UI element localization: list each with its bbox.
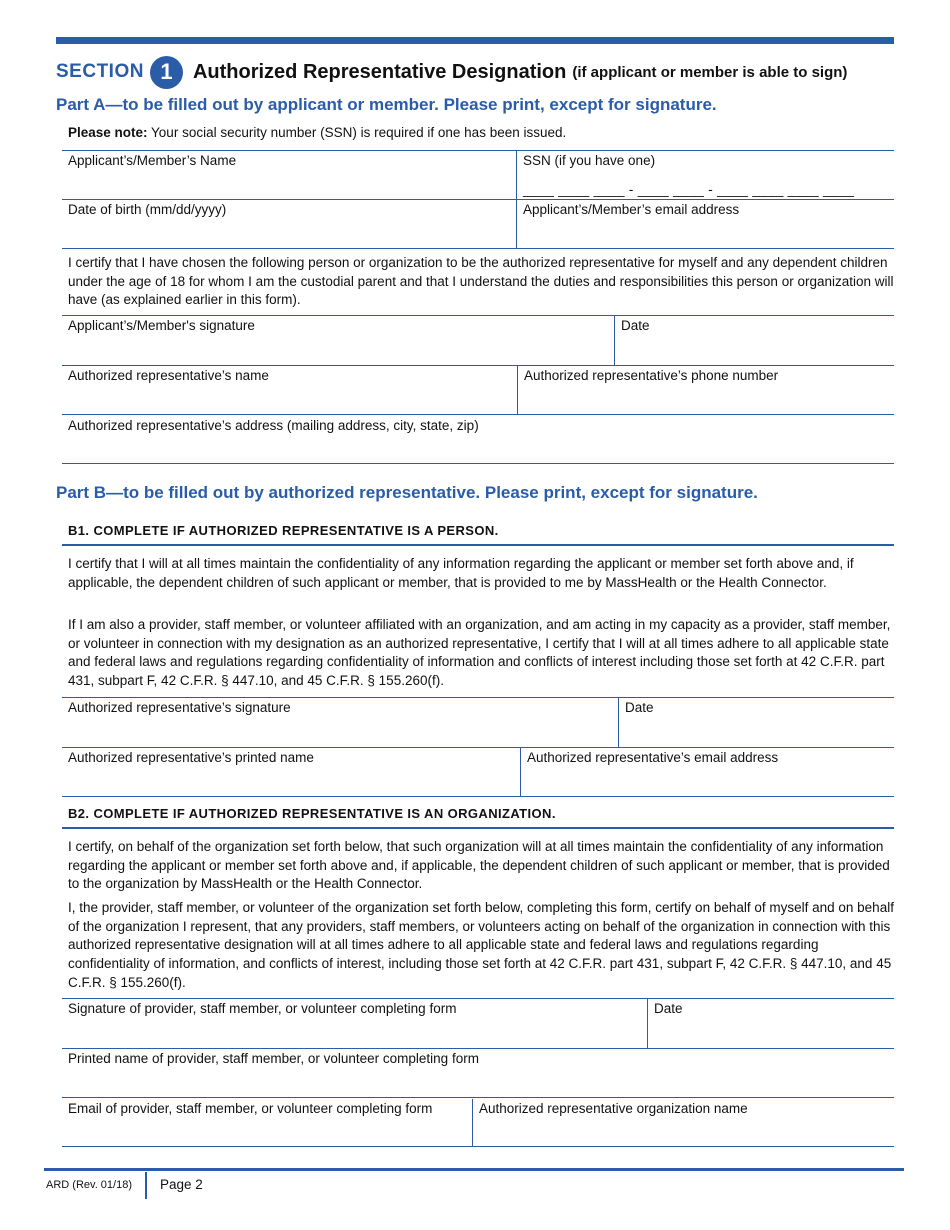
ssn-note [68,125,566,140]
form-row-dob-email [62,200,894,249]
ssn-blanks: ____ ____ ____ - ____ ____ - ____ ____ ____ ____ [523,182,855,197]
b1-heading: B1. COMPLETE IF AUTHORIZED REPRESENTATIVE IS A PERSON. [68,523,499,538]
certify-statement: I certify that I have chosen the following person or organization to be the authorized representative for myself and any dependent children under the age of 18 for whom I am the custodial parent and that I understand the duties and responsibilities this person or organization will have (as explained earlier in this form). [68,255,894,308]
dob-field[interactable] [62,200,516,248]
provider-signature-label: Signature of provider, staff member, or volunteer completing form [68,1001,457,1016]
b2-paragraph-1: I certify, on behalf of the organization set forth below, that such organization will at all times maintain the confidentiality of any information regarding the applicant or member set forth above and, if applicable, the dependent children of such applicant or member, that is provided to the organization by MassHealth or the Health Connector. [68,839,890,892]
provider-signature-field[interactable] [62,999,647,1048]
form-row-b1-signature [62,697,894,748]
part-a-heading: Part A—to be filled out by applicant or member. Please print, except for signature. [56,95,717,114]
rep-printed-name-label: Authorized representative’s printed name [68,750,314,765]
provider-email-label: Email of provider, staff member, or volunteer completing form [68,1101,433,1116]
rep-phone-field[interactable] [517,366,894,414]
provider-date-label: Date [654,1001,683,1016]
footer-revision: ARD (Rev. 01/18) [46,1179,132,1191]
section-label: SECTION [56,61,144,82]
rep-email-label: Authorized representative’s email address [527,750,779,765]
b1-heading-bar [62,520,894,546]
form-row-b1-name-email [62,748,894,797]
form-row-signature [62,315,894,366]
b1-paragraph-2: If I am also a provider, staff member, or volunteer affiliated with an organization, and am acting in my capacity as a provider, staff member, or volunteer in connection with my designation as an authorized representative, I certify that I will at all times adhere to all applicable state and federal laws and regulations regarding confidentiality of information and conflicts of interest including those set forth at 42 C.F.R. part 431, subpart F, 42 C.F.R. § 447.10, and 45 C.F.R. § 155.260(f). [68,617,891,689]
provider-email-field[interactable] [62,1099,472,1146]
provider-printed-name-field[interactable] [62,1049,894,1097]
section-title-note: (if applicant or member is able to sign) [572,63,848,81]
applicant-name-label: Applicant’s/Member’s Name [68,153,237,168]
ssn-note-bold: Please note: [68,125,148,140]
ssn-note-text: Your social security number (SSN) is required if one has been issued. [147,125,567,140]
rep-name-field[interactable] [62,366,517,414]
form-row-rep-name-phone [62,366,894,415]
form-row-b2-signature [62,998,894,1049]
applicant-signature-label: Applicant’s/Member's signature [68,318,255,333]
dob-label: Date of birth (mm/dd/yyyy) [68,202,227,217]
rep-email-field[interactable] [520,748,894,796]
ssn-label: SSN (if you have one) [523,153,656,168]
form-row-b2-email-org [62,1099,894,1147]
applicant-date-field[interactable] [614,316,894,365]
section-title: Authorized Representative Designation [192,60,567,83]
rep-date-label: Date [625,700,654,715]
rep-signature-label: Authorized representative’s signature [68,700,291,715]
rep-name-label: Authorized representative’s name [68,368,269,383]
section-number-badge: 1 [150,56,183,89]
rep-printed-name-field[interactable] [62,748,520,796]
applicant-email-field[interactable] [516,200,894,248]
rep-date-field[interactable] [618,698,894,747]
rep-address-field[interactable] [62,416,894,463]
form-row-rep-address [62,416,894,464]
org-name-field[interactable] [472,1099,894,1146]
footer-page [160,1177,203,1192]
footer-page-label: Page [160,1177,196,1192]
section-header [56,55,894,89]
footer-rule [44,1168,904,1171]
b1-paragraph-1: I certify that I will at all times maintain the confidentiality of any information regarding the applicant or member set forth above and, if applicable, the dependent children of such applicant or member, that is provided to me by MassHealth or the Health Connector. [68,556,854,590]
part-b-heading: Part B—to be filled out by authorized representative. Please print, except for signature. [56,483,758,502]
b2-paragraph-2: I, the provider, staff member, or volunteer of the organization set forth below, completing this form, certify on behalf of myself and on behalf of the organization I represent, that any providers, staff members, or volunteers acting on behalf of the organization in connection with this authorized representative designation will at all times adhere to all applicable state and federal laws and regulations regarding confidentiality of information, and conflicts of interest, including those set forth at 42 C.F.R. part 431, subpart F, 42 C.F.R. § 447.10, and 45 C.F.R. § 155.260(f). [68,900,894,990]
org-name-label: Authorized representative organization name [479,1101,748,1116]
b2-heading: B2. COMPLETE IF AUTHORIZED REPRESENTATIVE IS AN ORGANIZATION. [68,806,556,821]
rep-phone-label: Authorized representative’s phone number [524,368,779,383]
footer-page-number: 2 [195,1177,203,1192]
rep-signature-field[interactable] [62,698,618,747]
form-row-name-ssn [62,150,894,200]
applicant-name-field[interactable] [62,151,516,199]
provider-printed-name-label: Printed name of provider, staff member, or volunteer completing form [68,1051,479,1066]
b2-heading-bar [62,803,894,829]
ssn-field[interactable] [516,151,894,199]
top-rule [56,37,894,44]
applicant-signature-field[interactable] [62,316,614,365]
rep-address-label: Authorized representative’s address (mailing address, city, state, zip) [68,418,479,433]
form-row-b2-printed-name [62,1049,894,1098]
footer-divider [145,1172,147,1199]
provider-date-field[interactable] [647,999,894,1048]
applicant-date-label: Date [621,318,650,333]
applicant-email-label: Applicant’s/Member’s email address [523,202,740,217]
